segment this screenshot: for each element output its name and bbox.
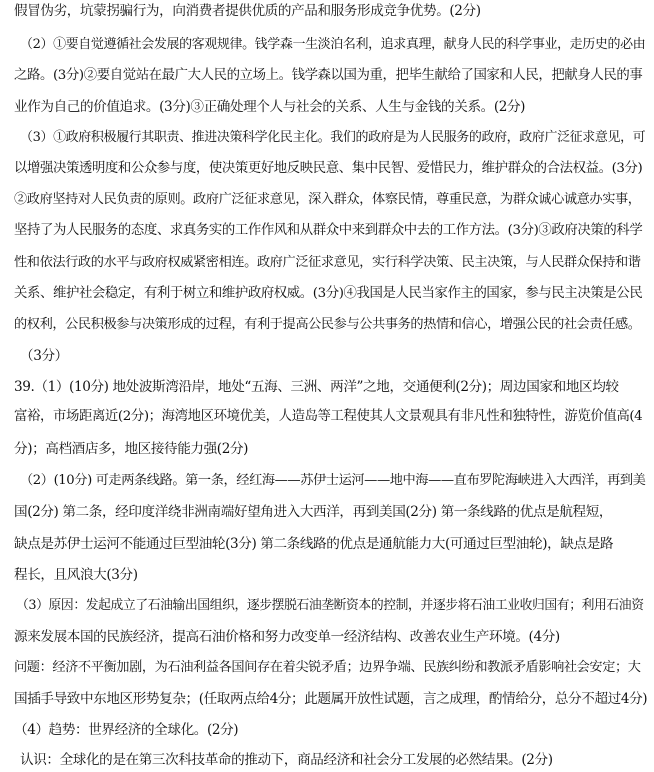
text-line: 业作为自己的价值追求。(3分)③正确处理个人与社会的关系、人生与金钱的关系。(2分) — [14, 99, 526, 115]
text-line: （2）①要自觉遵循社会发展的客观规律。钱学森一生淡泊名利，追求真理，献身人民的科学事业，走历史的必由 — [20, 37, 646, 52]
text-line: 程长，且风浪大(3分) — [14, 567, 138, 583]
text-line: 源来发展本国的民族经济，提高石油价格和努力改变单一经济结构、改善农业生产环境。(4分) — [14, 629, 560, 645]
text-line: 性和依法行政的水平与政府权威紧密相连。政府广泛征求意见，实行科学决策、民主决策，与人民群众保持和谐 — [14, 255, 641, 270]
text-line: 关系、维护社会稳定，有利于树立和维护政府权威。(3分)④我国是人民当家作主的国家，参与民主决策是公民 — [14, 286, 643, 301]
text-line: （3分） — [20, 348, 68, 364]
text-line: 认识：全球化的是在第三次科技革命的推动下，商品经济和社会分工发展的必然结果。(2分) — [20, 752, 553, 768]
text-line: 之路。(3分)②要自觉站在最广大人民的立场上。钱学森以国为重，把毕生献给了国家和人民，把献身人民的事 — [14, 68, 643, 83]
question-39-part-3: （3）原因：发起成立了石油输出国组织，逐步摆脱石油垄断资本的控制，并逐步将石油工业收归国有；利用石油资 — [16, 598, 644, 613]
text-line: （3）①政府积极履行其职责、推进决策科学化民主化。我们的政府是为人民服务的政府，政府广泛征求意见，可 — [20, 130, 646, 145]
question-39-part-2: （2）(10分) 可走两条线路。第一条，经红海——苏伊士运河——地中海——直布罗陀海峡进入大西洋，再到美 — [20, 473, 646, 488]
text-line: 国插手导致中东地区形势复杂；(任取两点给4分；此题属开放性试题，言之成理，酌情给分，总分不超过4分) — [14, 691, 648, 707]
text-line: 缺点是苏伊士运河不能通过巨型油轮(3分) 第二条线路的优点是通航能力大(可通过巨型油轮)，缺点是路 — [14, 536, 614, 552]
text-line: 的权利，公民积极参与决策形成的过程，有利于提高公民参与公共事务的热情和信心，增强公民的社会责任感。 — [14, 317, 641, 332]
text-line: 问题：经济不平衡加剧，为石油利益各国间存在着尖锐矛盾；边界争端、民族纠纷和教派矛盾影响社会安定；大 — [14, 660, 641, 675]
text-line: 国(2分) 第二条，经印度洋绕非洲南端好望角进入大西洋，再到美国(2分) 第一条线路的优点是航程短， — [14, 504, 613, 520]
question-39-part-1: 39.（1）(10分) 地处波斯湾沿岸，地处“五海、三洲、两洋”之地，交通便利(2分)；周边国家和地区均较 — [14, 379, 619, 395]
text-line: 假冒伪劣，坑蒙拐骗行为，向消费者提供优质的产品和服务形成竞争优势。(2分) — [14, 3, 481, 19]
text-line: 富裕，市场距离近(2分)；海湾地区环境优美，人造岛等工程使其人文景观具有非凡性和独特性，游览价值高(4 — [14, 409, 643, 424]
text-line: 坚持了为人民服务的态度、求真务实的工作作风和从群众中来到群众中去的工作方法。(3分)③政府决策的科学 — [14, 223, 643, 238]
question-39-part-4: （4）趋势：世界经济的全球化。(2分) — [14, 722, 239, 738]
text-line: ②政府坚持对人民负责的原则。政府广泛征求意见，深入群众，体察民情，尊重民意，为群众诚心诚意办实事， — [14, 192, 641, 207]
text-line: 以增强决策透明度和公众参与度，使决策更好地反映民意、集中民智、爱惜民力，维护群众的合法权益。(3分) — [14, 161, 643, 176]
text-line: 分)；高档酒店多，地区接待能力强(2分) — [14, 441, 249, 457]
